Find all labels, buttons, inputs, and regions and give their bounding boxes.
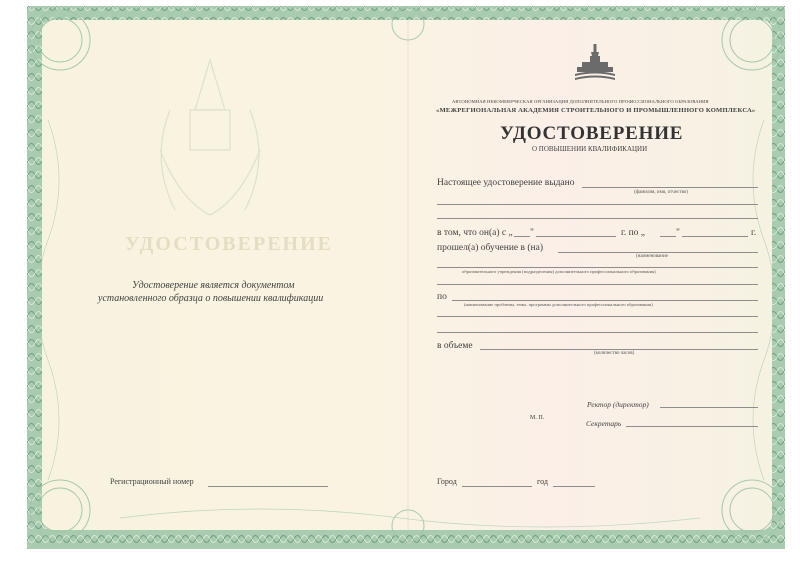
secretary-signature-line xyxy=(626,426,758,427)
institution-line-3 xyxy=(437,284,758,285)
fio-line-3 xyxy=(437,218,758,219)
hours-caption: (количество часов) xyxy=(594,351,635,356)
institution-line xyxy=(558,252,758,253)
institution-caption-2: образовательного учреждения (подразделения) дополнительного профессионального образования) xyxy=(462,269,656,274)
organization-line1: АВТОНОМНАЯ НЕКОММЕРЧЕСКАЯ ОРГАНИЗАЦИЯ ДОПОЛНИТЕЛЬНОГО ПРОФЕССИОНАЛЬНОГО ОБРАЗОВАНИЯ xyxy=(452,99,709,104)
watermark-text: УДОСТОВЕРЕНИЕ xyxy=(125,233,333,255)
registration-number-line xyxy=(208,486,328,487)
city-label: Город xyxy=(437,477,457,486)
period-from-quote: " xyxy=(530,228,534,238)
issued-to-label: Настоящее удостоверение выдано xyxy=(437,178,575,188)
program-line xyxy=(452,300,758,301)
rector-label: Ректор (директор) xyxy=(587,400,649,409)
year-label: год xyxy=(537,477,548,486)
fio-line-2 xyxy=(437,204,758,205)
fio-line xyxy=(582,187,758,188)
document-title: УДОСТОВЕРЕНИЕ xyxy=(500,123,684,144)
secretary-label: Секретарь xyxy=(586,419,622,428)
document-subtitle: О ПОВЫШЕНИИ КВАЛИФИКАЦИИ xyxy=(532,145,648,153)
period-month-from-line xyxy=(536,236,616,237)
period-to-label: г. по „ xyxy=(621,228,646,238)
year-line xyxy=(553,486,595,487)
period-day-to-line xyxy=(660,236,676,237)
validity-note-line2: установленного образца о повышении квалификации xyxy=(98,293,324,304)
fio-caption: (фамилия, имя, отчество) xyxy=(634,190,688,195)
organization-line2: «МЕЖРЕГИОНАЛЬНАЯ АКАДЕМИЯ СТРОИТЕЛЬНОГО И ПРОМЫШЛЕННОГО КОМПЛЕКСА» xyxy=(436,107,756,114)
program-label: по xyxy=(437,292,447,302)
rector-signature-line xyxy=(660,407,758,408)
period-day-from-line xyxy=(514,236,530,237)
period-to-quote: " xyxy=(676,228,680,238)
academy-logo-icon xyxy=(572,42,618,88)
period-year-suffix: г. xyxy=(751,228,757,238)
institution-line-2 xyxy=(437,267,758,268)
program-line-2 xyxy=(437,316,758,317)
validity-note-line1: Удостоверение является документом xyxy=(132,280,295,291)
volume-label: в объеме xyxy=(437,341,473,351)
registration-number-label: Регистрационный номер xyxy=(110,477,194,486)
period-month-to-line xyxy=(682,236,748,237)
city-line xyxy=(462,486,532,487)
program-caption: (наименование проблемы, темы, программы дополнительного профессионального образования) xyxy=(464,302,653,307)
volume-line xyxy=(480,349,758,350)
program-line-3 xyxy=(437,332,758,333)
institution-caption: (наименование xyxy=(636,254,668,259)
stamp-placeholder: М. П. xyxy=(530,415,545,421)
training-label: прошел(а) обучение в (на) xyxy=(437,243,543,253)
period-from-label: в том, что он(а) с „ xyxy=(437,228,513,238)
